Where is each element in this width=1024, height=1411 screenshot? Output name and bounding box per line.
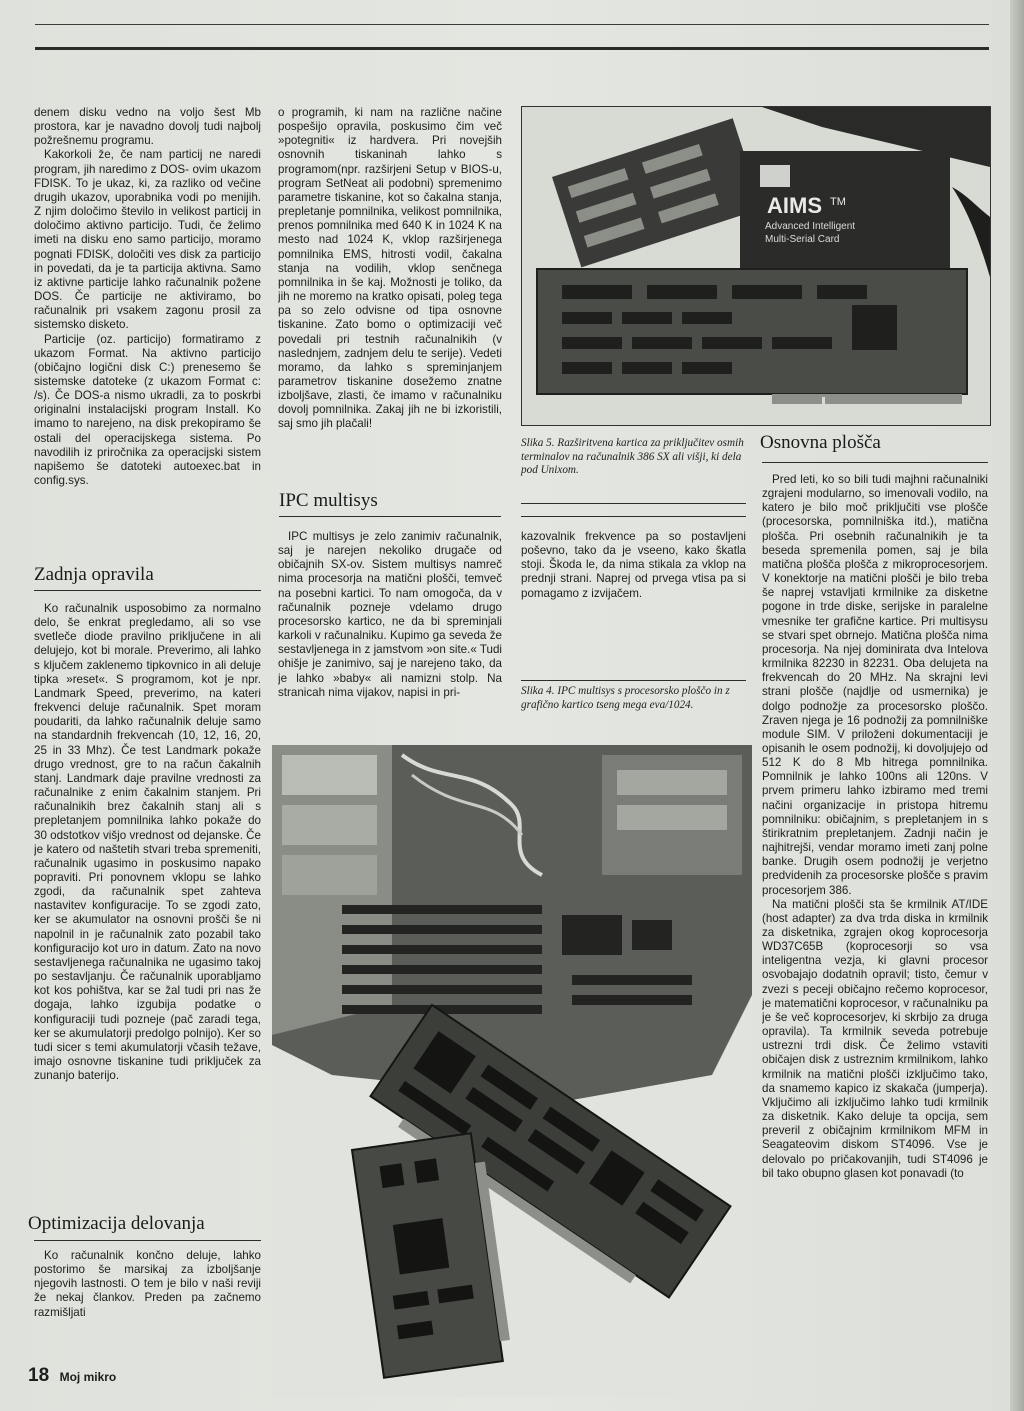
page-footer	[28, 1365, 116, 1387]
col1-paragraph: Ko računalnik usposobimo za normalno delo, še enkrat pregledamo, ali so vse svetleče diode pravilno priključene in ali delujejo, kot bi morale. Preverimo, ali lahko s ključem zaklenemo tipkovnico in ali deluje tipka »reset«. S programom, kot je npr. Landmark Speed, preverimo, na kateri frekvenci deluje računalnik. Spet moram poudariti, da lahko računalnik deluje samo na standardnih frekvencah (10, 12, 16, 20, 25 in 33 Mhz). Če test Landmark pokaže drugo vrednost, gre to na račun čakalnih stanj. Landmark daje pravilne vrednosti za računalnike z enim čakalnim stanjem. Pri računalnikih brez čakalnih stanj ali s prepletanjem pomnilnika lahko pokaže do 30 odstotkov višjo vrednost od dejanske. Če je katero od naštetih stvari treba spremeniti, računalnik ugasimo in poskusimo napako popraviti. Pri ponovnem vklopu se lahko zgodi, da računalnik spet zahteva nastavitev konfiguracije. To se zgodi zato, ker se akumulator na osnovni prošči še ni napolnil in je računalnik zato pozabil tako konfiguracijo kot uro in datum. Zato na novo sestavljenega računalnika ne ugasimo takoj po sestavljanju. Če računalnik uporabljamo kot kos pohištva, kar se žal tudi pri nas že dogaja, lahko izgubija podatke o konfiguraciji tudi pozneje (pač zaradi tega, ker se akumulatorji predolgo polnijo). Ker so tudi sicer s temi akumulatorji včasih težave, imajo osnovne tiskanine tudi priključek za zunanjo baterijo.	[34, 602, 261, 1083]
card-tm: TM	[830, 196, 846, 208]
heading-rule	[279, 516, 501, 517]
col1-paragraph: Particije (oz. particijo) formatiramo z ukazom Format. Na aktivno particijo (običajno logični disk C:) prenesemo še sistemske datoteke (z ukazom Format c: /s). Če DOS-a nismo ukradli, za to poskrbi originalni instalacijski program Install. Ko imamo to narejeno, na disk prekopiramo še ostali del operacijskega sistema. Po navodilih iz priročnika za operacijski sistem napišemo še datoteki autoexec.bat in config.sys.	[34, 332, 261, 488]
heading-zadnja-opravila: Zadnja opravila	[34, 564, 154, 585]
caption-rule	[521, 503, 746, 504]
col3-paragraph: kazovalnik frekvence pa so postavljeni poševno, tako da je vseeno, kako škatla stoji. Škoda le, da nima stikala za vklop na prednji strani. Naprej od prvega vtisa pa si pomagamo z izvijačem.	[521, 530, 746, 600]
heading-rule	[34, 590, 261, 591]
heading-osnovna-plosca: Osnovna plošča	[760, 432, 881, 453]
top-rule-thick	[35, 47, 989, 50]
photo-serial-card	[521, 106, 991, 426]
magazine-name: Moj mikro	[59, 1370, 117, 1384]
column-1-bottom	[34, 1249, 261, 1321]
column-1-top	[34, 106, 261, 526]
caption-slika-5: Slika 5. Razširitvena kartica za priključitev osmih terminalov na računalnik 386 SX ali višji, ki dela pod Unixom.	[521, 437, 744, 476]
serial-card-illustration	[522, 107, 990, 425]
col1-paragraph: denem disku vedno na voljo šest Mb prostora, kar je navadno dovolj tudi najbolj požrešnemu programu.	[34, 106, 261, 148]
caption-slika-4: Slika 4. IPC multisys s procesorsko ploščo in z grafično kartico tseng mega eva/1024.	[521, 685, 730, 711]
column-4	[762, 473, 988, 1361]
col2-paragraph: o programih, ki nam na različne načine pospešijo opravila, poskusimo čim več »potegniti« iz hardvera. Pri novejših osnovnih tiskaninah lahko s programom(npr. razširjeni Setup v BIOS-u, program SetNeat ali podobni) spremenimo parametre tiskanine, kot so čakalna stanja, prepletanje pomnilnika, velikost pomnilnika, prenos pomnilnika med 640 K in 1024 K na mesto nad 1024 K, vklop razširjenega pomnilnika EMS, hitrosti vodil, čakalna stanja na vodilih, vklop senčnega pomnilnika in še kaj. Možnosti je toliko, da jih ne moremo na kratko opisati, poleg tega pa so zelo odvisne od tipa osnovne tiskanine. Zato bomo o optimizaciji več povedali pri testnih računalnikih (v naslednjem, zadnjem delu te serije). Vedeti moramo, da lahko s spreminjanjem parametrov tiskanine dosežemo znatne izboljšave, zlasti, če imamo v računalniku dovolj pomnilnika. Zakaj jih ne bi izkoristili, saj smo jih plačali!	[278, 106, 502, 431]
card-brand: AIMS	[767, 193, 822, 218]
photo-ipc-multisys	[272, 745, 752, 1397]
column-3-text	[521, 530, 746, 650]
heading-optimizacija: Optimizacija delovanja	[28, 1213, 205, 1234]
page-edge-shadow	[1010, 0, 1024, 1411]
card-line-2: Multi-Serial Card	[765, 234, 840, 245]
column-2-top	[278, 106, 502, 484]
col1-paragraph: Ko računalnik končno deluje, lahko postorimo še marsikaj za izboljšanje njegovih lastnosti. O tem je bilo v naši reviji že nekaj člankov. Preden pa začnemo razmišljati	[34, 1249, 261, 1319]
col1-paragraph: Kakorkoli že, če nam particij ne naredi program, jih naredimo z DOS- ovim ukazom FDISK. To je ukaz, ki, za razliko od večine drugih ukazov, uporabnika vodi po menijih. Z njim določimo število in velikost particij in določimo aktivno particijo. Tudi, če želimo imeti na disku eno samo particijo, moramo pognati FDISK, določiti ves disk za particijo in povedati, da je ta particija aktivna. Samo iz aktivne particije lahko računalnik požene DOS. Če particije ne aktiviramo, bo računalnik pri vsakem zagonu prosil za sistemsko disketo.	[34, 148, 261, 332]
ipc-multisys-illustration	[272, 745, 752, 1397]
heading-ipc-multisys: IPC multisys	[279, 490, 378, 511]
caption-rule	[521, 680, 746, 681]
heading-rule	[34, 1240, 261, 1241]
heading-rule	[762, 462, 988, 463]
column-1-middle	[34, 602, 261, 1190]
col4-paragraph: Pred leti, ko so bili tudi majhni računalniki zgrajeni modularno, so imenovali vodilo, na katero je bilo moč priključiti vse plošče (procesorska, pomnilniška itd.), matična plošča. Pri osebnih računalnikih je ta beseda spremenila pomen, saj je bila matična plošča plošča z mikroprocesorjem. V konektorje na matični plošči je bilo treba še naprej vstavljati krmilnike za disketne pogone in trde diske, serijske in paralelne vmesnike ter grafične kartice. Pri multisysu se stvari spet obrnejo. Matična plošča nima procesorja. Na njej dominirata dva Intelova krmilnika 82230 in 82231. Oba delujeta na frekvencah do 20 MHz. Na skrajni levi strani plošče (najdlje od usmernika) je dolgo podnožje za procesorsko ploščo. Zraven njega je 16 podnožij za pomnilniške module SIM. V priloženi dokumentaciji je opisanih le osem podnožij, ki dovoljujejo od 512 K do 8 Mb hitrega pomnilnika. Pomnilnik je lahko 100ns ali 120ns. V prvem primeru lahko izbiramo med tremi načini organizacije in pristopa hitremu pomnilniku: običajnim, s prepletanjem in s štirikratnim prepletanjem. Zadnji način je najhitrejši, vendar moramo imeti zanj polne banke. Drugih osem podnožij je verjetno predvidenih za procesorske plošče s pravim procesorjem 386.	[762, 473, 988, 897]
col2-paragraph: IPC multisys je zelo zanimiv računalnik, saj je narejen nekoliko drugače od običajnih SX-ov. Sistem multisys namreč nima procesorja na matični plošči, temveč na posebni kartici. To nam omogoča, da v računalnik pozneje vdelamo drugo procesorsko kartico, ne da bi spreminjali karkoli v računalniku. Kupimo ga seveda že sestavljenega in z jamstvom »on site.« Tudi ohišje je zanimivo, saj je narejeno tako, da je lahko »baby« ali namizni stolp. Na stranicah nima vijakov, napisi in pri-	[278, 530, 502, 699]
col4-paragraph: Na matični plošči sta še krmilnik AT/IDE (host adapter) za dva trda diska in krmilnik za disketnika, zgrajen okog koprocesorja WD37C65B (koprocesorji so vsa inteligentna vezja, ki glavni procesor osvobajajo dodatnih opravil; tisto, čemur v zvezi s peceji običajno rečemo koprocesor, je matematični koprocesor, v računalniku pa je še več koprocesorjev, ki skrbijo za druga opravila). Ta krmilnik seveda potrebuje ustrezni trdi disk. Če želimo vstaviti običajen disk z ustreznim krmilnikom, lahko krmilnik na matični plošči izključimo tako, da snamemo kapico iz skakača (jumperja). Vključimo ali izključimo lahko tudi krmilnik za disketnik. Kako deluje ta opcija, sem preveril z običajnim krmilnikom MFM in Seagateovim diskom ST4096. Vse je delovalo po pričakovanjih, tudi ST4096 je bil tako obupno glasen kot ponavadi (to	[762, 897, 988, 1180]
top-rule-thin	[35, 24, 989, 25]
column-2-bottom	[278, 530, 502, 740]
card-line-1: Advanced Intelligent	[765, 221, 856, 232]
page-number: 18	[28, 1365, 50, 1386]
caption-rule	[521, 516, 746, 517]
